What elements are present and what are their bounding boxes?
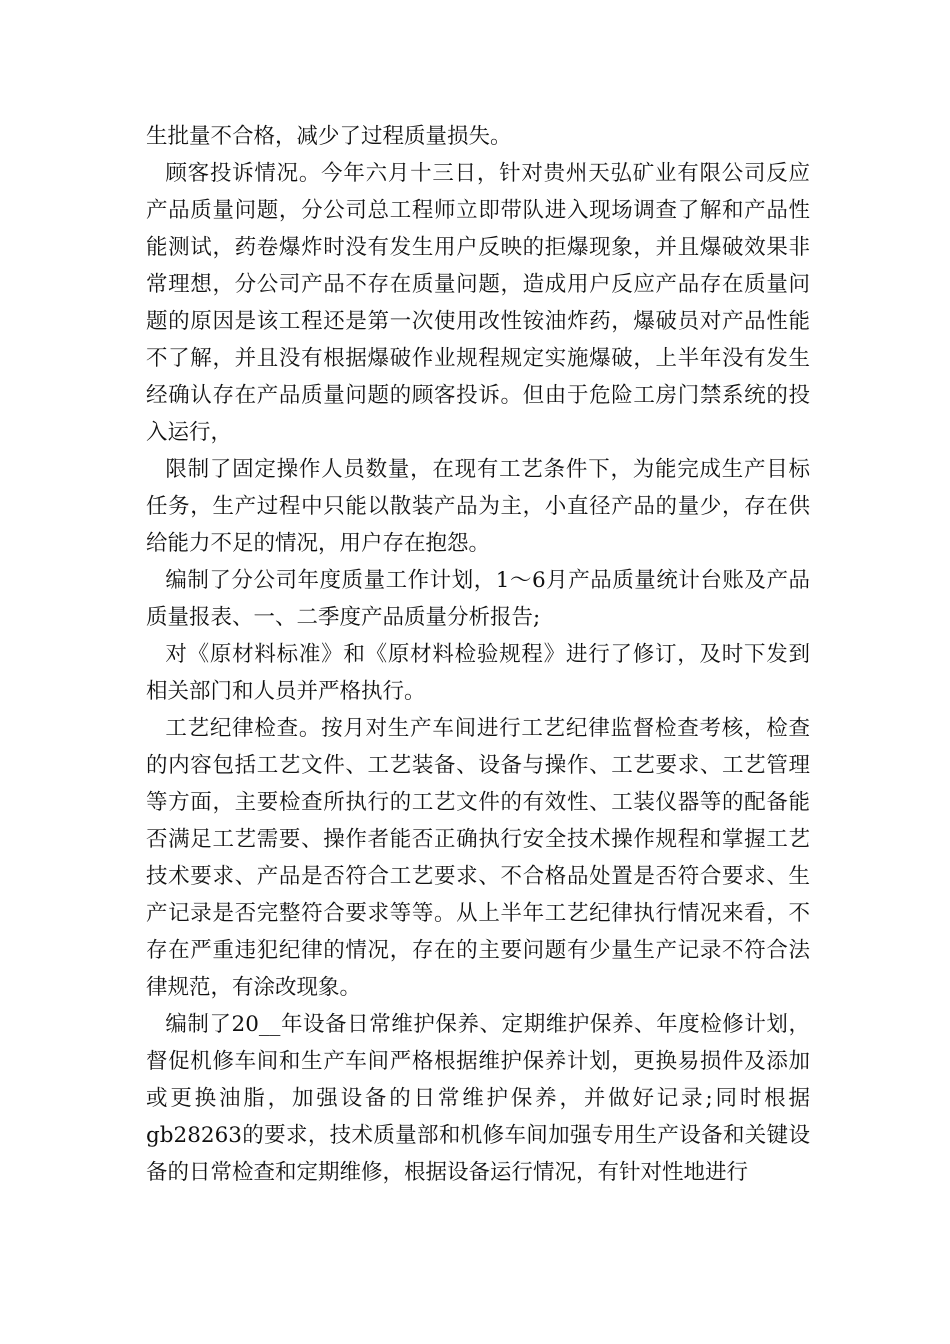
- paragraph-6: 工艺纪律检查。按月对生产车间进行工艺纪律监督检查考核，检查的内容包括工艺文件、工艺装备、设备与操作、工艺要求、工艺管理等方面，主要检查所执行的工艺文件的有效性、工装仪器等的配备能否满足工艺需要、操作者能否正确执行安全技术操作规程和掌握工艺技术要求、产品是否符合工艺要求、不合格品处置是否符合要求、生产记录是否完整符合要求等等。从上半年工艺纪律执行情况来看，不存在严重违犯纪律的情况，存在的主要问题有少量生产记录不符合法律规范，有涂改现象。: [146, 716, 810, 1000]
- paragraph-1: 生批量不合格，减少了过程质量损失。: [146, 124, 512, 149]
- paragraph-4: 编制了分公司年度质量工作计划，1～6月产品质量统计台账及产品质量报表、一、二季度产品质量分析报告;: [146, 568, 810, 630]
- paragraph-3: 限制了固定操作人员数量，在现有工艺条件下，为能完成生产目标任务，生产过程中只能以散装产品为主，小直径产品的量少，存在供给能力不足的情况，用户存在抱怨。: [146, 457, 810, 556]
- paragraph-5: 对《原材料标准》和《原材料检验规程》进行了修订，及时下发到相关部门和人员并严格执行。: [146, 642, 810, 704]
- document-page: [146, 118, 810, 1191]
- paragraph-2: 顾客投诉情况。今年六月十三日，针对贵州天弘矿业有限公司反应产品质量问题，分公司总工程师立即带队进入现场调查了解和产品性能测试，药卷爆炸时没有发生用户反映的拒爆现象，并且爆破效果非常理想，分公司产品不存在质量问题，造成用户反应产品存在质量问题的原因是该工程还是第一次使用改性铵油炸药，爆破员对产品性能不了解，并且没有根据爆破作业规程规定实施爆破，上半年没有发生经确认存在产品质量问题的顾客投诉。但由于危险工房门禁系统的投入运行，: [146, 161, 810, 445]
- paragraph-7: 编制了20__年设备日常维护保养、定期维护保养、年度检修计划，督促机修车间和生产车间严格根据维护保养计划，更换易损件及添加或更换油脂，加强设备的日常维护保养，并做好记录;同时根据gb28263的要求，技术质量部和机修车间加强专用生产设备和关键设备的日常检查和定期维修，根据设备运行情况，有针对性地进行: [146, 1012, 810, 1185]
